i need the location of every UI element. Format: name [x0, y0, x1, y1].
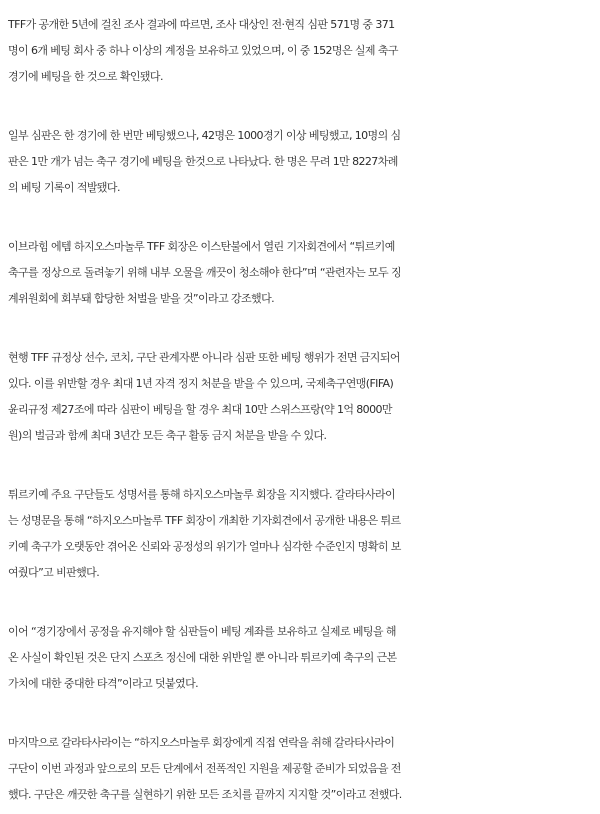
article-paragraph [8, 619, 600, 697]
article-paragraph [8, 345, 600, 449]
paragraph-line: 축구를 정상으로 돌려놓기 위해 내부 오물을 깨끗이 청소해야 한다”며 “관련자는 모두 징 [8, 266, 401, 279]
paragraph-line: 마지막으로 갈라타사라이는 “하지오스마놀루 회장에게 직접 연락을 취해 갈라타사라이 [8, 736, 395, 749]
paragraph-line: 키예 축구가 오랫동안 겪어온 신뢰와 공정성의 위기가 얼마나 심각한 수준인지 명확히 보 [8, 540, 401, 553]
paragraph-line: 현행 TFF 규정상 선수, 코치, 구단 관계자뿐 아니라 심판 또한 베팅 행위가 전면 금지되어 [8, 351, 400, 364]
paragraph-line: 튀르키예 주요 구단들도 성명서를 통해 하지오스마놀루 회장을 지지했다. 갈라타사라이 [8, 488, 396, 501]
paragraph-line: 명이 6개 베팅 회사 중 하나 이상의 계정을 보유하고 있었으며, 이 중 152명은 실제 축구 [8, 44, 398, 57]
paragraph-line: 온 사실이 확인된 것은 단지 스포츠 정신에 대한 위반일 뿐 아니라 튀르키예 축구의 근본 [8, 651, 397, 664]
paragraph-line: 이브라힘 에템 하지오스마놀루 TFF 회장은 이스탄불에서 열린 기자회견에서 “튀르키예 [8, 240, 395, 253]
article-paragraph [8, 12, 600, 90]
paragraph-line: TFF가 공개한 5년에 걸친 조사 결과에 따르면, 조사 대상인 전·현직 심판 571명 중 371 [8, 18, 395, 31]
paragraph-line: 가치에 대한 중대한 타격”이라고 덧붙였다. [8, 677, 199, 690]
paragraph-line: 판은 1만 개가 넘는 축구 경기에 베팅을 한것으로 나타났다. 한 명은 무려 1만 8227차례 [8, 155, 398, 168]
article-paragraph [8, 123, 600, 201]
paragraph-line: 는 성명문을 통해 “하지오스마놀루 TFF 회장이 개최한 기자회견에서 공개한 내용은 튀르 [8, 514, 401, 527]
article-paragraph [8, 730, 600, 808]
paragraph-line: 원)의 벌금과 함께 최대 3년간 모든 축구 활동 금지 처분을 받을 수 있다. [8, 429, 327, 442]
paragraph-line: 계위원회에 회부돼 합당한 처벌을 받을 것”이라고 강조했다. [8, 292, 274, 305]
paragraph-line: 했다. 구단은 깨끗한 축구를 실현하기 위한 모든 조치를 끝까지 지지할 것”이라고 전했다. [8, 788, 402, 801]
paragraph-line: 일부 심판은 한 경기에 한 번만 베팅했으나, 42명은 1000경기 이상 베팅했고, 10명의 심 [8, 129, 401, 142]
paragraph-line: 있다. 이를 위반할 경우 최대 1년 자격 정지 처분을 받을 수 있으며, 국제축구연맹(FIFA) [8, 377, 394, 390]
article-paragraph [8, 234, 600, 312]
paragraph-line: 이어 “경기장에서 공정을 유지해야 할 심판들이 베팅 계좌를 보유하고 실제로 베팅을 해 [8, 625, 396, 638]
paragraph-line: 여줬다”고 비판했다. [8, 566, 100, 579]
paragraph-line: 경기에 베팅을 한 것으로 확인됐다. [8, 70, 163, 83]
paragraph-line: 구단이 이번 과정과 앞으로의 모든 단계에서 전폭적인 지원을 제공할 준비가 되었음을 전 [8, 762, 401, 775]
paragraph-line: 윤리규정 제27조에 따라 심판이 베팅을 할 경우 최대 10만 스위스프랑(약 1억 8000만 [8, 403, 392, 416]
article-paragraph [8, 482, 600, 586]
paragraph-line: 의 베팅 기록이 적발됐다. [8, 181, 120, 194]
